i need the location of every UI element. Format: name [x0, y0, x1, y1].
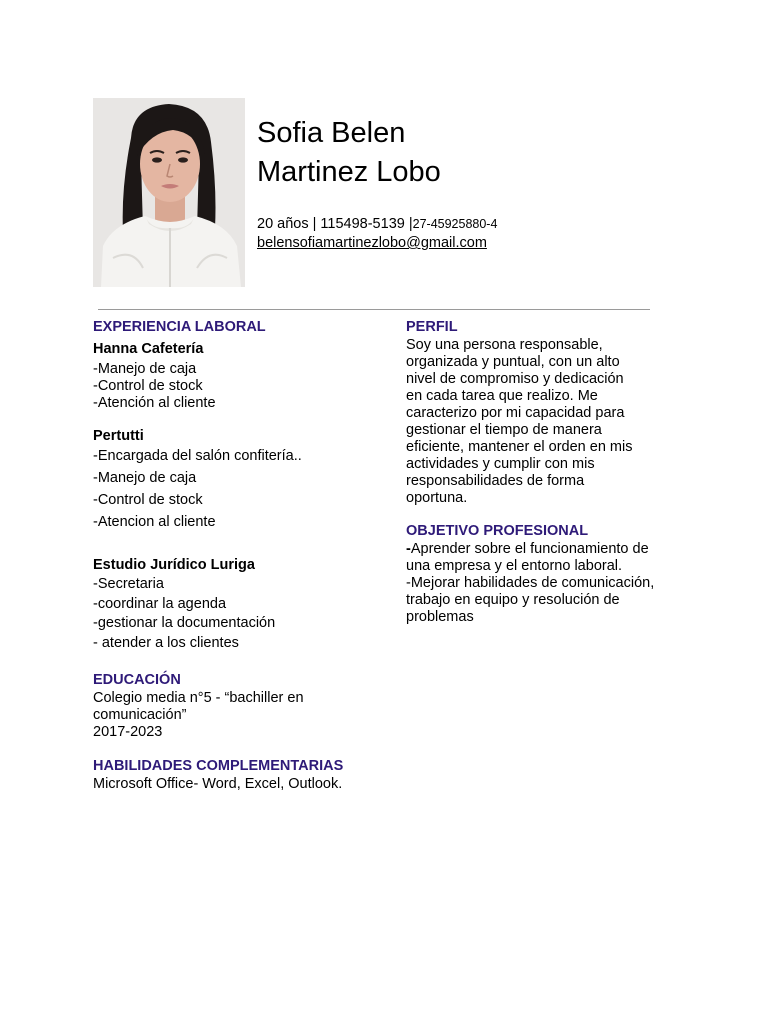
- profile-line: actividades y cumplir con mis: [406, 456, 595, 472]
- objective-line-text: Aprender sobre el funcionamiento de: [410, 541, 649, 557]
- list-item: -Encargada del salón confitería..: [93, 448, 302, 464]
- contact-line: [257, 215, 497, 234]
- section-heading-objective: OBJETIVO PROFESIONAL: [406, 523, 589, 539]
- section-heading-education: EDUCACIÓN: [93, 672, 181, 688]
- list-item: -Control de stock: [93, 378, 203, 394]
- profile-line: nivel de compromiso y dedicación: [406, 371, 624, 387]
- objective-line: -Mejorar habilidades de comunicación,: [406, 575, 655, 591]
- divider: [98, 309, 650, 310]
- objective-line: problemas: [406, 609, 474, 625]
- list-item: - atender a los clientes: [93, 634, 239, 651]
- name-line-2: Martinez Lobo: [257, 156, 441, 188]
- objective-line: trabajo en equipo y resolución de: [406, 592, 620, 608]
- list-item: -Control de stock: [93, 492, 203, 508]
- job-title: Hanna Cafetería: [93, 341, 204, 357]
- full-name: [257, 114, 441, 192]
- email-link[interactable]: belensofiamartinezlobo@gmail.com: [257, 235, 487, 251]
- contact-info: [257, 215, 497, 253]
- profile-photo: [93, 98, 245, 287]
- section-heading-profile: PERFIL: [406, 319, 458, 335]
- education-years: 2017-2023: [93, 724, 163, 740]
- list-item: -Manejo de caja: [93, 470, 197, 486]
- list-item: -Atencion al cliente: [93, 514, 216, 530]
- profile-line: caracterizo por mi capacidad para: [406, 405, 625, 421]
- job-items: [93, 361, 393, 412]
- list-item: -Atención al cliente: [93, 395, 216, 411]
- list-item: -Manejo de caja: [93, 361, 197, 377]
- objective-line: [406, 541, 686, 558]
- section-heading-skills: HABILIDADES COMPLEMENTARIAS: [93, 758, 344, 774]
- job-title: Pertutti: [93, 428, 144, 444]
- name-line-1: Sofia Belen: [257, 117, 406, 149]
- profile-line: Soy una persona responsable,: [406, 337, 603, 353]
- right-column: [406, 318, 686, 626]
- list-item: -gestionar la documentación: [93, 615, 276, 631]
- profile-line: en cada tarea que realizo. Me: [406, 388, 598, 404]
- profile-line: gestionar el tiempo de manera: [406, 422, 602, 438]
- list-item: -coordinar la agenda: [93, 595, 227, 612]
- education-school: Colegio media n°5 - “bachiller en: [93, 690, 304, 706]
- skills-text: Microsoft Office- Word, Excel, Outlook.: [93, 776, 343, 792]
- education-school-cont: comunicación”: [93, 707, 187, 723]
- id-number: 27-45925880-4: [412, 217, 498, 231]
- profile-text: [406, 337, 686, 507]
- profile-line: responsabilidades de forma: [406, 473, 585, 489]
- objective-dash: -: [406, 541, 411, 557]
- job-items: [93, 575, 393, 653]
- profile-line: oportuna.: [406, 490, 468, 506]
- job-items: [93, 445, 393, 533]
- left-column: [93, 318, 393, 793]
- list-item: -Secretaria: [93, 576, 164, 592]
- section-heading-experience: EXPERIENCIA LABORAL: [93, 319, 266, 335]
- profile-line: eficiente, mantener el orden en mis: [406, 439, 633, 455]
- age-phone: 20 años | 115498-5139 |: [257, 216, 413, 232]
- objective-line: una empresa y el entorno laboral.: [406, 558, 623, 574]
- profile-line: organizada y puntual, con un alto: [406, 354, 620, 370]
- objective-text: [406, 541, 686, 626]
- job-title: Estudio Jurídico Luriga: [93, 557, 255, 573]
